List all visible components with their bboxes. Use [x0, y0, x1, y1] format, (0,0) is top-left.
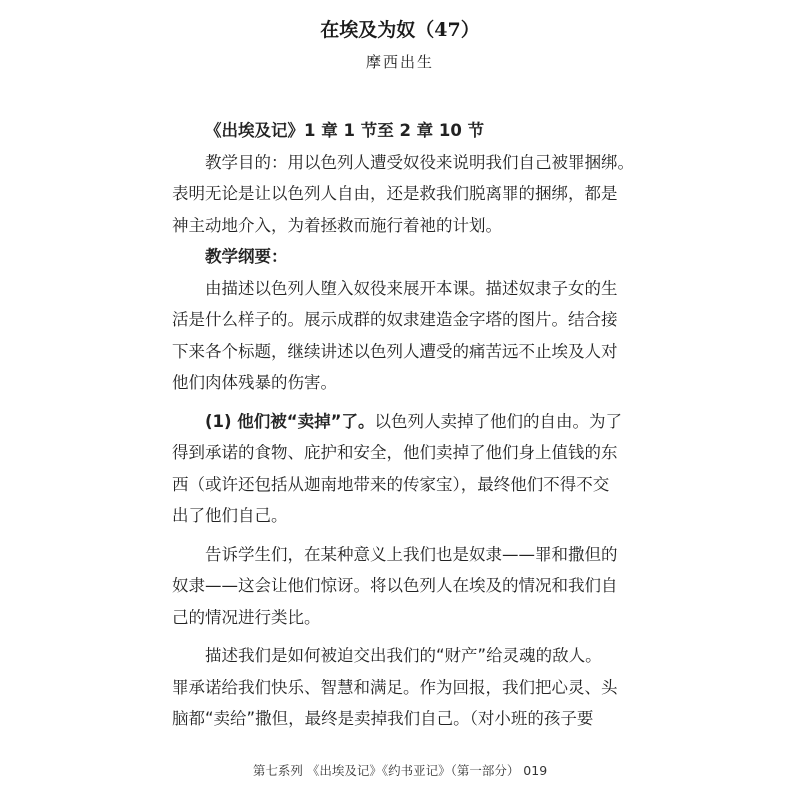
paragraph-line: 西（或许还包括从迦南地带来的传家宝），最终他们不得不交 [172, 474, 610, 494]
point-text: 以色列人卖掉了他们的自由。为了 [374, 411, 622, 431]
paragraph-line: 描述我们是如何被迫交出我们的“财产”给灵魂的敌人。 [205, 646, 602, 665]
body-text [172, 115, 632, 735]
purpose-line: 教学目的：用以色列人遭受奴役来说明我们自己被罪捆绑。 [205, 152, 634, 172]
paragraph-line: 罪承诺给我们快乐、智慧和满足。作为回报，我们把心灵、头 [172, 677, 618, 697]
point-heading: (1) 他们被“卖掉”了。 [205, 411, 375, 431]
paragraph-line: 奴隶——这会让他们惊讶。将以色列人在埃及的情况和我们自 [172, 576, 618, 595]
point-first-line [172, 406, 632, 438]
page-title: 在埃及为奴（47） [320, 19, 480, 41]
paragraph-line: 脑都“卖给”撒但，最终是卖掉我们自己。（对小班的孩子要 [172, 709, 594, 728]
page-subtitle: 摩西出生 [365, 53, 434, 71]
scripture-reference: 《出埃及记》1 章 1 节至 2 章 10 节 [205, 121, 485, 140]
paragraph-line: 由描述以色列人堕入奴役来展开本课。描述奴隶子女的生 [205, 278, 618, 298]
paragraph-line: 下来各个标题，继续讲述以色列人遭受的痛苦远不止埃及人对 [172, 341, 618, 361]
paragraph-line: 己的情况进行类比。 [172, 607, 321, 627]
paragraph-line: 他们肉体残暴的伤害。 [172, 373, 337, 392]
page-footer: 第七系列 《出埃及记》《约书亚记》（第一部分） 019 [252, 763, 548, 778]
paragraph-line: 出了他们自己。 [172, 506, 288, 525]
paragraph-line: 告诉学生们，在某种意义上我们也是奴隶——罪和撒但的 [205, 544, 618, 564]
paragraph-line: 活是什么样子的。展示成群的奴隶建造金字塔的图片。结合接 [172, 310, 618, 329]
outline-heading: 教学纲要： [205, 247, 288, 266]
purpose-line: 表明无论是让以色列人自由，还是救我们脱离罪的捆绑，都是 [172, 184, 618, 203]
purpose-line: 神主动地介入，为着拯救而施行着祂的计划。 [172, 215, 502, 235]
paragraph-line: 得到承诺的食物、庇护和安全，他们卖掉了他们身上值钱的东 [172, 443, 618, 462]
